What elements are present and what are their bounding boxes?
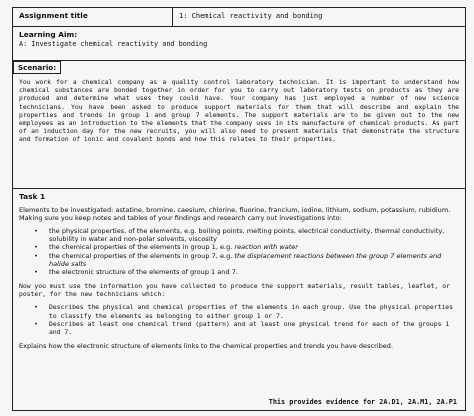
requirements-list (19, 303, 459, 336)
notes-line: Making sure you keep notes and tables of your findings and research carry out investigations into: (19, 214, 342, 223)
investigation-item (19, 252, 459, 269)
bullet-icon: • (34, 251, 38, 260)
assignment-title-row (13, 8, 465, 27)
explain-line: Explains how the electronic structure of elements links to the chemical properties and trends you have described. (19, 341, 394, 350)
investigation-example: reaction with water (234, 243, 298, 252)
learning-aim-row (13, 27, 465, 61)
assignment-title-label: Assignment title (13, 8, 173, 26)
bullet-icon: • (34, 320, 38, 329)
investigation-main: the chemical properties of the elements in group 7, e.g. (49, 251, 233, 260)
bullet-icon: • (34, 226, 38, 235)
learning-aim-text: A: Investigate chemical reactivity and bonding (19, 40, 208, 48)
requirement-text: Describes the physical and chemical properties of the elements in each group. Use the physical properties to classify the elements as belonging to either group 1 or 7. (49, 303, 453, 320)
investigation-item (19, 227, 459, 244)
task-row (13, 189, 465, 410)
requirement-item (19, 303, 459, 320)
requirement-text: Describes at least one chemical trend (pattern) and at least one physical trend for each of the groups 1 and 7. (49, 320, 450, 337)
evidence-line: This provides evidence for 2A.D1, 2A.M1, 2A.P1 (268, 397, 457, 406)
bullet-icon: • (34, 303, 38, 312)
investigation-item (19, 243, 459, 251)
investigation-example: the displacement reactions between the group 7 elements and halide salts (49, 251, 442, 269)
requirement-item (19, 320, 459, 337)
produce-line: Now you must use the information you have collected to produce the support materials, result tables, leaflet, or poster, for the new technicians which: (19, 281, 450, 299)
bullet-icon: • (34, 243, 38, 252)
investigation-main: the physical properties, of the elements, e.g. boiling points, melting points, electrical conductivity, thermal conductivity, solubility in water and non-polar solvents, viscosity (49, 226, 445, 244)
scenario-body: You work for a chemical company as a quality control laboratory technician. It is important to understand how chemical substances are bonded together in order for you to carry out laboratory tests on products as they are produced and determine what uses they could have. Your company has just employed a number of new science technicians. You have been asked to produce support materials for them that will describe and explain the properties and trends in group 1 and group 7 elements. The support materials are to be given out to the new employees as an introduction to the elements that the company uses in its manufacture of chemical products. As part of an induction day for the new recruits, you will also need to present materials that demonstrate the structure and formation of ionic and covalent bonds and how this relates to their properties. (19, 79, 459, 144)
investigation-item (19, 268, 459, 276)
elements-line: Elements to be investigated: astatine, bromine, caesium, chlorine, fluorine, francium, iodine, lithium, sodium, potassium, rubidium. (19, 206, 451, 214)
investigation-main: the electronic structure of the elements of group 1 and 7. (49, 268, 238, 277)
scenario-row (13, 61, 465, 189)
assignment-title-value: 1: Chemical reactivity and bonding (179, 12, 323, 20)
learning-aim-label: Learning Aim: (19, 30, 78, 39)
assignment-table (12, 7, 466, 411)
task-heading: Task 1 (19, 192, 46, 201)
investigation-main: the chemical properties of the elements in group 1, e.g. (49, 243, 233, 252)
scenario-heading: Scenario: (13, 61, 61, 74)
bullet-icon: • (34, 268, 38, 277)
investigations-list (19, 227, 459, 277)
